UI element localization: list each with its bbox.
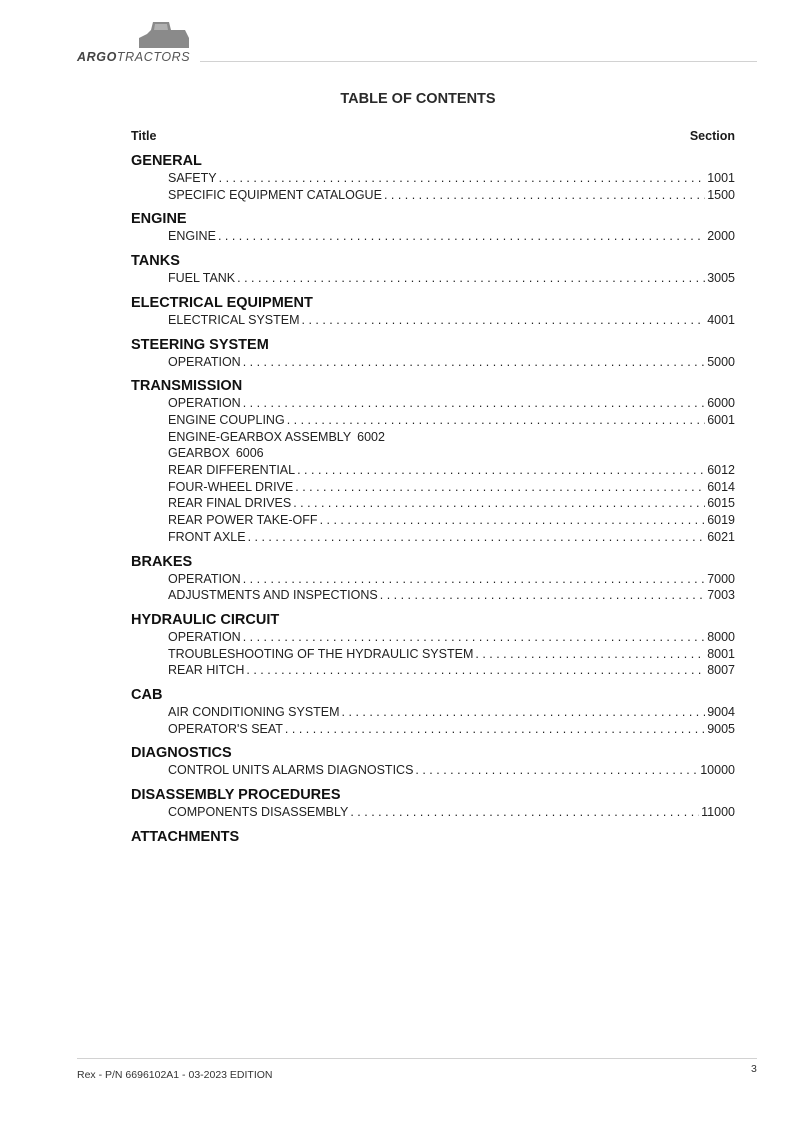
section-heading[interactable]: DIAGNOSTICS: [131, 745, 232, 762]
toc-entry-section-number: 5000: [707, 354, 735, 369]
brand-name-bold: ARGO: [77, 50, 117, 64]
dot-leader: [243, 354, 705, 371]
toc-entry-label: ADJUSTMENTS AND INSPECTIONS: [168, 588, 378, 603]
section-heading[interactable]: ATTACHMENTS: [131, 828, 240, 845]
toc-entry-section-number: 6001: [707, 412, 735, 427]
section-heading[interactable]: GENERAL: [131, 153, 202, 169]
toc-entry-label: OPERATOR'S SEAT: [168, 721, 283, 736]
toc-entry-label: REAR FINAL DRIVES: [168, 496, 292, 511]
toc-entry-label: ELECTRICAL SYSTEM: [168, 312, 300, 327]
section-heading[interactable]: ENGINE: [131, 211, 187, 228]
toc-entry[interactable]: [168, 429, 735, 446]
toc-entry-section-number: 6006: [235, 446, 264, 461]
toc-entry-section-number: 11000: [701, 805, 735, 820]
toc-entry-label: REAR POWER TAKE-OFF: [168, 513, 318, 528]
toc-entry-section-number: 6000: [707, 396, 735, 411]
toc-entry-label: REAR HITCH: [168, 663, 245, 678]
toc-entry[interactable]: [168, 412, 735, 429]
dot-leader: [293, 495, 705, 512]
dot-leader: [380, 587, 705, 604]
section-heading[interactable]: CAB: [131, 687, 163, 704]
dot-leader: [295, 479, 705, 496]
toc-entry[interactable]: [168, 479, 735, 496]
dot-leader: [297, 462, 705, 479]
toc-entry-section-number: 7003: [707, 588, 735, 603]
toc-entry-section-number: 2000: [707, 229, 735, 244]
dot-leader: [320, 512, 706, 529]
toc-entry[interactable]: [168, 646, 735, 663]
toc-entry-label: TROUBLESHOOTING OF THE HYDRAULIC SYSTEM: [168, 646, 474, 661]
toc-entry-label: ENGINE COUPLING: [168, 412, 285, 427]
section-heading[interactable]: TANKS: [131, 253, 180, 270]
table-of-contents: [131, 129, 735, 846]
toc-entry-label: ENGINE-GEARBOX ASSEMBLY: [168, 429, 352, 444]
toc-entry-label: SPECIFIC EQUIPMENT CATALOGUE: [168, 187, 382, 202]
toc-entry[interactable]: [168, 228, 735, 245]
toc-entry-section-number: 6019: [707, 513, 735, 528]
footer-divider: [77, 1058, 757, 1059]
toc-entry-section-number: 1500: [707, 187, 735, 202]
dot-leader: [475, 646, 705, 663]
section-heading[interactable]: ELECTRICAL EQUIPMENT: [131, 294, 313, 311]
toc-entry[interactable]: [168, 529, 735, 546]
brand-name: [77, 50, 190, 64]
toc-entry[interactable]: [168, 312, 735, 329]
toc-entry[interactable]: [168, 662, 735, 679]
dot-leader: [248, 529, 706, 546]
toc-entry-label: GEARBOX: [168, 446, 230, 461]
toc-entry-section-number: 6015: [707, 496, 735, 511]
toc-entry[interactable]: [168, 587, 735, 604]
toc-entry-label: OPERATION: [168, 396, 241, 411]
section-heading[interactable]: STEERING SYSTEM: [131, 336, 269, 353]
toc-entry[interactable]: [168, 629, 735, 646]
brand-logo: [77, 20, 197, 65]
section-heading[interactable]: DISASSEMBLY PROCEDURES: [131, 787, 341, 804]
toc-entry-section-number: 1001: [707, 171, 735, 185]
toc-entry[interactable]: [168, 804, 735, 821]
column-header-title: Title: [131, 129, 157, 143]
dot-leader: [243, 395, 705, 412]
toc-entry-label: FRONT AXLE: [168, 529, 246, 544]
toc-entry-label: COMPONENTS DISASSEMBLY: [168, 805, 349, 820]
toc-entry-label: OPERATION: [168, 571, 241, 586]
toc-entry-label: CONTROL UNITS ALARMS DIAGNOSTICS: [168, 763, 414, 778]
dot-leader: [243, 629, 705, 646]
toc-entry-section-number: 3005: [707, 271, 735, 286]
page-number: 3: [751, 1063, 757, 1075]
page-title: TABLE OF CONTENTS: [340, 91, 496, 107]
brand-name-rest: TRACTORS: [116, 50, 191, 64]
toc-entry[interactable]: [168, 762, 735, 779]
toc-entry[interactable]: [168, 512, 735, 529]
dot-leader: [246, 662, 705, 679]
header-divider: [200, 61, 757, 62]
dot-leader: [302, 312, 706, 329]
toc-entry[interactable]: [168, 354, 735, 371]
toc-entry-section-number: 8000: [707, 629, 735, 644]
toc-entry[interactable]: [168, 187, 735, 204]
toc-entry-section-number: 6014: [707, 479, 735, 494]
toc-entry-label: REAR DIFFERENTIAL: [168, 463, 296, 478]
dot-leader: [243, 571, 705, 588]
dot-leader: [218, 228, 705, 245]
column-header-section: Section: [689, 129, 735, 143]
toc-entry-label: FOUR-WHEEL DRIVE: [168, 479, 294, 494]
toc-entry-label: AIR CONDITIONING SYSTEM: [168, 705, 340, 720]
toc-entry-section-number: 6021: [707, 529, 735, 544]
dot-leader: [384, 187, 705, 204]
section-heading[interactable]: BRAKES: [131, 553, 193, 570]
footer-edition: Rex - P/N 6696102A1 - 03-2023 EDITION: [77, 1069, 273, 1081]
toc-entry[interactable]: [168, 395, 735, 412]
toc-entry-section-number: 4001: [707, 312, 735, 327]
toc-entry-label: FUEL TANK: [168, 271, 236, 286]
dot-leader: [342, 704, 706, 721]
toc-entry-label: OPERATION: [168, 629, 241, 644]
toc-entry[interactable]: [168, 270, 735, 287]
toc-entry-section-number: 6012: [707, 463, 735, 478]
toc-entry[interactable]: [168, 571, 735, 588]
toc-entry[interactable]: [168, 721, 735, 738]
section-heading[interactable]: TRANSMISSION: [131, 378, 243, 395]
tractor-logo-icon: [133, 20, 195, 48]
dot-leader: [415, 762, 698, 779]
dot-leader: [287, 412, 706, 429]
toc-entry[interactable]: [168, 495, 735, 512]
toc-entry-section-number: 7000: [707, 571, 735, 586]
column-headers: [131, 129, 735, 143]
toc-entry-label: ENGINE: [168, 229, 216, 244]
toc-entry[interactable]: [168, 704, 735, 721]
section-heading[interactable]: HYDRAULIC CIRCUIT: [131, 611, 280, 628]
dot-leader: [219, 170, 706, 187]
toc-entry[interactable]: [168, 445, 735, 462]
toc-sections: [131, 153, 735, 846]
dot-leader: [285, 721, 705, 738]
toc-entry[interactable]: [168, 462, 735, 479]
toc-entry[interactable]: [168, 170, 735, 187]
dot-leader: [237, 270, 705, 287]
toc-entry-section-number: 8001: [707, 646, 735, 661]
toc-entry-label: OPERATION: [168, 354, 241, 369]
dot-leader: [350, 804, 699, 821]
toc-entry-section-number: 8007: [707, 663, 735, 678]
toc-entry-section-number: 6002: [357, 429, 385, 444]
toc-entry-label: SAFETY: [168, 171, 217, 185]
toc-entry-section-number: 10000: [700, 763, 735, 778]
toc-entry-section-number: 9005: [707, 721, 735, 736]
toc-entry-section-number: 9004: [707, 705, 735, 720]
